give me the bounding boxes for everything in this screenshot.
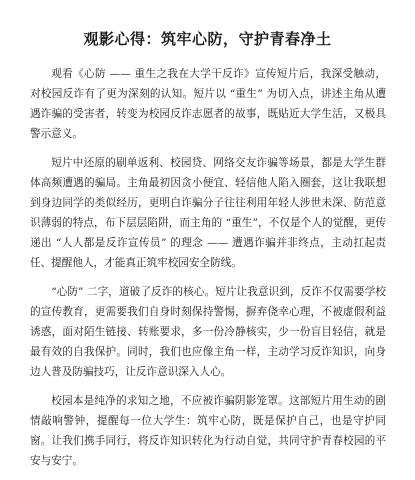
document-body [30, 64, 386, 480]
paragraph-intro: 观看《心防 —— 重生之我在大学干反诈》宣传短片后，我深受触动，对校园反诈有了更为深刻的认知。短片以 “重生” 为切入点，讲述主角从遭遇诈骗的受害者，转变为校园反诈志愿者的故事，既贴近大学生活，又极具警示意义。 [30, 68, 386, 140]
document-title: 观影心得：筑牢心防，守护青春净土 [83, 30, 332, 48]
paragraph-scenarios: 短片中还原的刷单返利、校园贷、网络交友诈骗等场景，都是大学生群体高频遭遇的骗局。主角最初因贪小便宜、轻信他人陷入圈套，这让我联想到身边同学的类似经历，更明白诈骗分子往往利用年轻人涉世未深、防范意识薄弱的特点，布下层层陷阱，而主角的 “重生”，不仅是个人的觉醒，更传递出 “人人都是反诈宣传员” 的理念 —— 遭遇诈骗并非终点，主动扛起责任、提醒他人，才能真正筑牢校园安全防线。 [30, 157, 386, 269]
paragraph-conclusion: 校园本是纯净的求知之地，不应被诈骗阴影笼罩。这部短片用生动的剧情敲响警钟，提醒每一位大学生：筑牢心防，既是保护自己，也是守护同窗。让我们携手同行，将反诈知识转化为行动自觉，共同守护青春校园的平安与安宁。 [30, 395, 386, 467]
paragraph-heart-defense: “心防” 二字，道破了反诈的核心。短片让我意识到，反诈不仅需要学校的宣传教育，更需要我们自身时刻保持警惕，摒弃侥幸心理，不被虚假利益诱惑，面对陌生链接、转账要求，多一份冷静核实，少一份盲目轻信，就是最有效的自我保护。同时，我们也应像主角一样，主动学习反诈知识，向身边人普及防骗技巧，让反诈意识深入人心。 [30, 286, 386, 378]
